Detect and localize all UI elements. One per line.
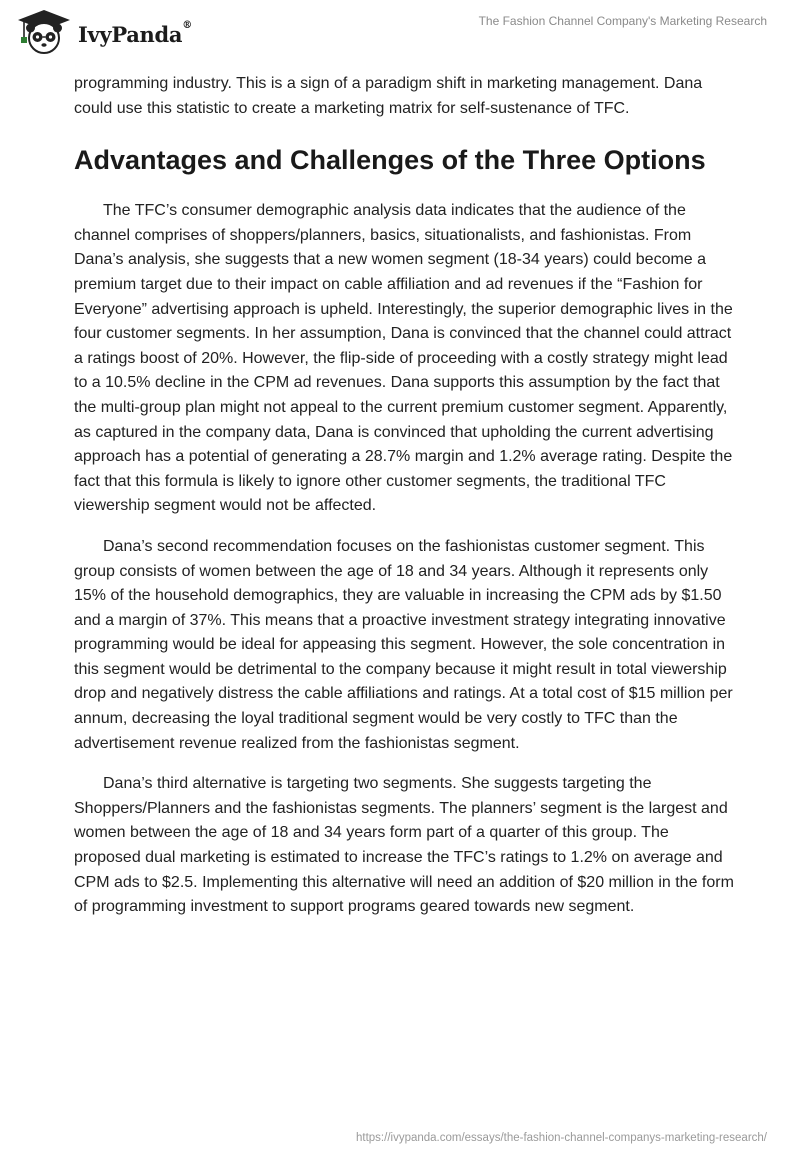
panda-graduate-icon	[16, 8, 72, 56]
section-heading: Advantages and Challenges of the Three Options	[74, 145, 706, 176]
lead-paragraph: programming industry. This is a sign of a paradigm shift in marketing management. Dana could use this statistic to create a marketing matrix for self-sustenance of TFC.	[74, 75, 703, 117]
source-url[interactable]: https://ivypanda.com/essays/the-fashion-channel-companys-marketing-research/	[356, 1132, 767, 1144]
ivypanda-logo[interactable]	[16, 8, 192, 56]
essay-body	[74, 72, 734, 920]
paragraph-3: Dana’s third alternative is targeting two segments. She suggests targeting the Shoppers/Planners and the fashionistas segments. The planners’ segment is the largest and women between the age of 18 and 34 years form part of a quarter of this group. The proposed dual marketing is estimated to increase the TFC’s ratings to 1.2% on average and CPM ads to $2.5. Implementing this alternative will need an addition of $20 million in the form of programming investment to support programs geared towards new segment.	[74, 775, 734, 916]
brand-name: IvyPanda®	[78, 19, 192, 47]
page-header	[0, 0, 800, 64]
document-title: The Fashion Channel Company's Marketing Research	[478, 14, 767, 28]
paragraph-1: The TFC’s consumer demographic analysis data indicates that the audience of the channel comprises of shoppers/planners, basics, situationalists, and fashionistas. From Dana’s analysis, she suggests that a new women segment (18-34 years) could become a premium target due to their impact on cable affiliation and ad revenues if the “Fashion for Everyone” advertising approach is upheld. Interestingly, the superior demographic lives in the four customer segments. In her assumption, Dana is convinced that the channel could attract a ratings boost of 20%. However, the flip-side of proceeding with a costly strategy might lead to a 10.5% decline in the CPM ad revenues. Dana supports this assumption by the fact that the multi-group plan might not appeal to the current premium customer segment. Apparently, as captured in the company data, Dana is convinced that upholding the current advertising approach has a potential of generating a 28.7% margin and 1.2% average rating. Despite the fact that this formula is likely to ignore other customer segments, the traditional TFC viewership segment would not be affected.	[74, 202, 733, 515]
paragraph-2: Dana’s second recommendation focuses on the fashionistas customer segment. This group consists of women between the age of 18 and 34 years. Although it represents only 15% of the household demographics, they are valuable in increasing the CPM ads by $1.50 and a margin of 37%. This means that a proactive investment strategy integrating innovative programming would be ideal for appeasing this segment. However, the sole concentration in this segment would be detrimental to the company because it might result in total viewership drop and negatively distress the cable affiliations and ratings. At a total cost of $15 million per annum, decreasing the loyal traditional segment would be very costly to TFC than the advertisement revenue realized from the fashionistas segment.	[74, 537, 733, 752]
